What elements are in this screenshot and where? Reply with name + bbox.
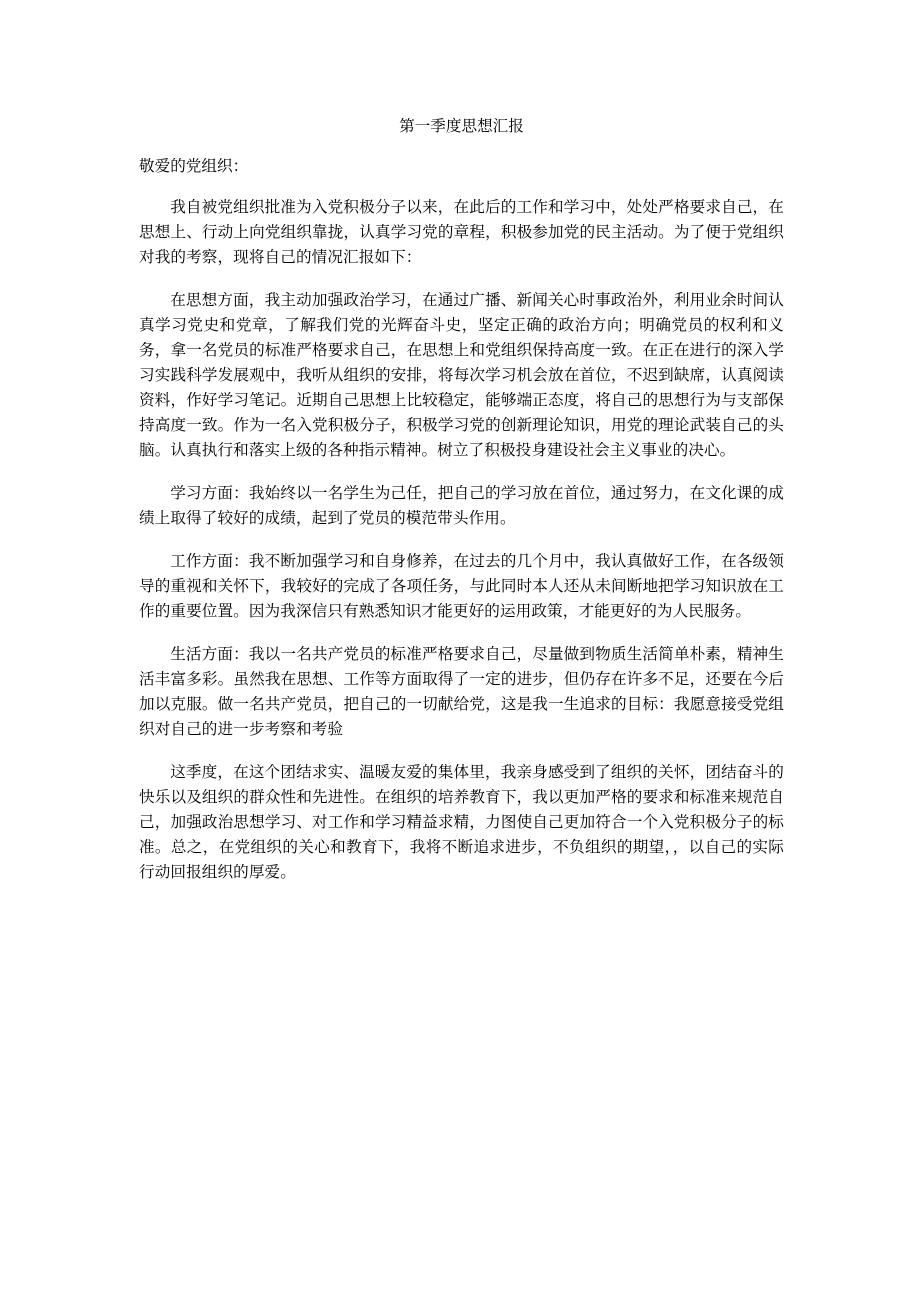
salutation: 敬爱的党组织：	[139, 157, 249, 175]
paragraph-life: 生活方面：我以一名共产党员的标准严格要求自己，尽量做到物质生活简单朴素，精神生活丰富多彩。虽然我在思想、工作等方面取得了一定的进步，但仍存在许多不足，还要在今后加以克服。做一名共产党员，把自己的一切献给党，这是我一生追求的目标：我愿意接受党组织对自己的进一步考察和考验	[139, 645, 784, 738]
document-body	[139, 116, 784, 903]
paragraph-thought: 在思想方面，我主动加强政治学习，在通过广播、新闻关心时事政治外，利用业余时间认真学习党史和党章，了解我们党的光辉奋斗史，坚定正确的政治方向；明确党员的权利和义务，拿一名党员的标准严格要求自己，在思想上和党组织保持高度一致。在正在进行的深入学习实践科学发展观中，我听从组织的安排，将每次学习机会放在首位，不迟到缺席，认真阅读资料，作好学习笔记。近期自己思想上比较稳定，能够端正态度，将自己的思想行为与支部保持高度一致。作为一名入党积极分子，积极学习党的创新理论知识，用党的理论武装自己的头脑。认真执行和落实上级的各种指示精神。树立了积极投身建设社会主义事业的决心。	[139, 291, 784, 459]
document-title: 第一季度思想汇报	[399, 117, 524, 135]
paragraph-intro: 我自被党组织批准为入党积极分子以来，在此后的工作和学习中，处处严格要求自己，在思想上、行动上向党组织靠拢，认真学习党的章程，积极参加党的民主活动。为了便于党组织对我的考察，现将自己的情况汇报如下：	[139, 198, 784, 266]
paragraph-conclusion: 这季度，在这个团结求实、温暖友爱的集体里，我亲身感受到了组织的关怀，团结奋斗的快乐以及组织的群众性和先进性。在组织的培养教育下，我以更加严格的要求和标准来规范自己，加强政治思想学习、对工作和学习精益求精，力图使自己更加符合一个入党积极分子的标准。总之，在党组织的关心和教育下，我将不断追求进步，不负组织的期望，，以自己的实际行动回报组织的厚爱。	[139, 763, 784, 881]
paragraph-study: 学习方面：我始终以一名学生为己任，把自己的学习放在首位，通过努力，在文化课的成绩上取得了较好的成绩，起到了党员的模范带头作用。	[139, 484, 784, 527]
paragraph-work: 工作方面：我不断加强学习和自身修养，在过去的几个月中，我认真做好工作，在各级领导的重视和关怀下，我较好的完成了各项任务，与此同时本人还从未间断地把学习知识放在工作的重要位置。因为我深信只有熟悉知识才能更好的运用政策，才能更好的为人民服务。	[139, 552, 784, 620]
